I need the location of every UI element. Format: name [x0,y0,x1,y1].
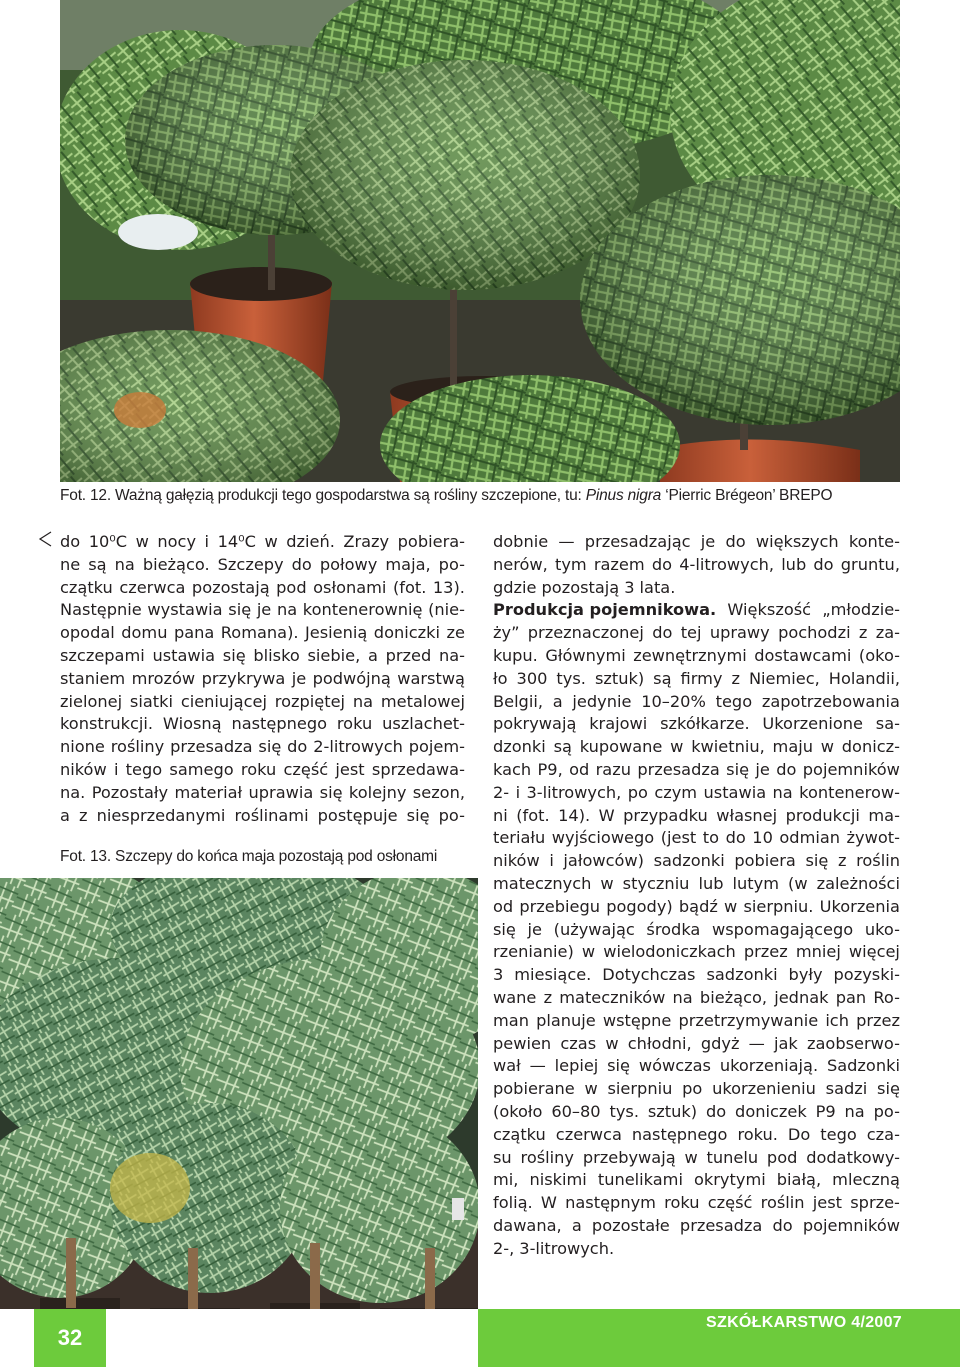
text-line: szczepami ustawia się blisko siebie, a przed na- [60,645,465,665]
text-line: Produkcja pojemnikowa. Większość „młodzie- [493,600,900,620]
text-line: ników i tego samego roku część jest sprzedawa- [60,759,465,779]
article-column-left [60,531,465,827]
text-line: man planuje wstępne przetrzymywanie ich przez [493,1010,900,1030]
caption-cultivar: ‘Pierric Brégeon’ BREPO [661,487,833,504]
text-line: ło 300 tys. sztuk) są firmy z Niemiec, Holandii, [493,668,900,688]
text-line: wał — lepiej się wówczas ukorzeniają. Sadzonki [493,1056,900,1076]
article-column-right [493,531,900,1261]
text-line: ży” przeznaczonej do tej uprawy pochodzi z za- [493,623,900,643]
text-line: staniem mrozów przykrywa je podwójną warstwą [60,668,465,688]
text-line: ni (fot. 14). W przypadku własnej produkcji ma- [493,805,900,825]
text-line: na. Pozostały materiał uprawia się kolejny sezon, [60,782,465,802]
text-line: su rośliny przebywają w tunelu pod dodatkowy- [493,1147,900,1167]
page-number: 32 [34,1309,106,1367]
journal-title: SZKÓŁKARSTWO 4/2007 [706,1314,902,1331]
text-line: czątku czerwca pozostają pod osłonami (fot. 13). [60,577,465,597]
text-line: zielonej siatki cieniującej rozpiętej na metalowej [60,691,465,711]
photo-grafted-pines [60,0,900,482]
text-line: dobnie — przesadzając je do większych konte- [493,532,900,551]
text-line: kach P9, od razu przesadza się je do pojemników [493,759,900,779]
photo-caption-fot-12 [60,487,832,505]
text-line: mi, niskimi tunelikami okrytymi białą, mleczną [493,1170,900,1190]
text-line: pokrywają krajowi szkółkarze. Ukorzenione sa- [493,714,900,734]
text-line: Belgii, a jedynie 10–20% tego zapotrzebowania [493,691,900,711]
photo-caption-fot-13: Fot. 13. Szczepy do końca maja pozostają pod osłonami [60,848,438,865]
text-line: ne są na bieżąco. Szczepy do połowy maja, po- [60,554,465,574]
continue-arrow-icon [38,531,54,547]
text-line: (około 60–80 tys. sztuk) do doniczek P9 na po- [493,1101,900,1121]
text-line: matecznych w styczniu lub lutym (w zależności [493,873,900,893]
text-line: gdzie pozostają 3 lata. [493,577,676,597]
text-line: konstrukcji. Wiosną następnego roku uszlachet- [60,714,465,734]
text-line: kupu. Głównymi zewnętrznymi dostawcami (oko- [493,645,900,665]
text-line: 2-, 3-litrowych. [493,1238,615,1258]
text-line: do 10⁰C w nocy i 14⁰C w dzień. Zrazy pobiera- [60,532,465,551]
text-line: się je (używając środka wspomagającego uko- [493,919,900,939]
text-line: pobierane w sierpniu po ukorzenieniu sadzi się [493,1079,900,1099]
text-line: teriału wyjściowego (jest to do 10 odmian żywot- [493,828,900,848]
text-line: czątku czerwca następnego roku. Do tego cza- [493,1124,900,1144]
text-line: dzonki są kupowane w kwietniu, maju w donicz- [493,737,900,757]
text-line: wane z mateczników na bieżąco, jednak pan Ro- [493,987,900,1007]
photo-grafts-under-cover [0,878,478,1367]
text-line: 3 miesiące. Dotychczas sadzonki były pozyski- [493,965,900,985]
text-line: nerów, tym razem do 4-litrowych, lub do gruntu, [493,554,900,574]
caption-species: Pinus nigra [585,487,662,504]
text-line: od przebiegu pogody) bądź w sierpniu. Ukorzenia [493,896,900,916]
text-line: folią. W następnym roku część roślin jest sprze- [493,1193,900,1213]
text-line: dawana, a pozostałe przesadza do pojemników [493,1215,900,1235]
caption-text: Fot. 12. Ważną gałęzią produkcji tego gospodarstwa są rośliny szczepione, tu: [60,487,586,504]
text-line: nione rośliny przesadza się do 2-litrowych pojem- [60,737,465,757]
text-line: opodal domu pana Romana). Jesienią doniczki ze [60,623,465,643]
text-line: 2- i 3-litrowych, po czym ustawia na kontenerow- [493,782,900,802]
text-line: rzenianie) w wielodoniczkach przez mniej więcej [493,942,900,962]
text-line: Następnie wystawia się je na kontenerownię (nie- [60,600,465,620]
text-line: pewien czas w chłodni, gdyż — jak zaobserwo- [493,1033,900,1053]
text-line: a z niesprzedanymi roślinami postępuje się po- [60,805,465,825]
text-line: ników i jałowców) sadzonki pobiera się z roślin [493,851,900,871]
